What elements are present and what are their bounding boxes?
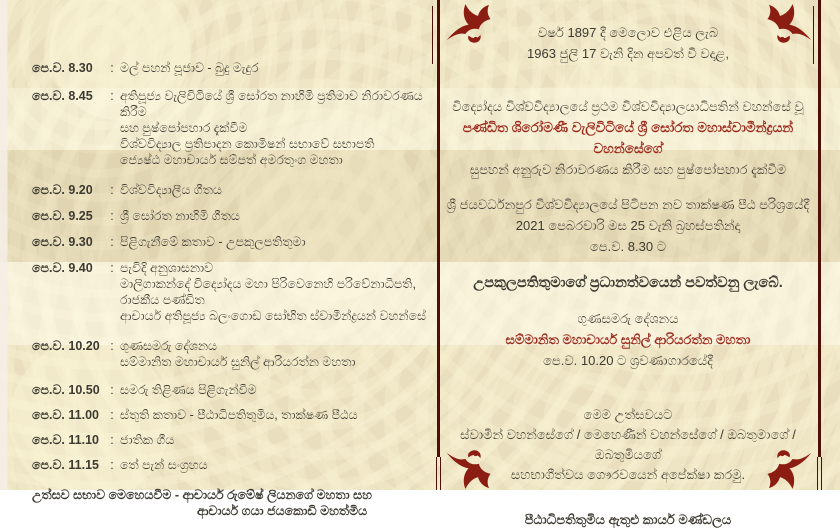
schedule-row xyxy=(32,60,432,76)
schedule-time: පෙ.ව. 10.20 xyxy=(32,339,100,353)
venue-line: ශ්‍රී ජයවර්ධනපුර විශ්වවිද්‍යාලයේ පිටිපන නව තාක්ෂණ පීඨ පරිශ්‍රයේදී xyxy=(446,197,810,212)
schedule-row xyxy=(32,432,432,448)
honoree-intro-line: විද්‍යෝදය විශ්වවිද්‍යාලයේ ප්‍රථම විශ්වවිද්‍යාලයාධිපතින් වහන්සේ වූ xyxy=(452,99,804,114)
panel-rule-accent-left xyxy=(432,6,433,64)
schedule-colon: : xyxy=(110,408,114,422)
schedule-row xyxy=(32,382,432,398)
schedule-colon: : xyxy=(110,339,114,353)
lecture-time-venue: පෙ.ව. 10.20 ට ශ්‍රවණාගාරයේදී xyxy=(543,353,713,368)
schedule-colon: : xyxy=(110,209,114,223)
panel-rule-tail xyxy=(817,457,818,490)
demise-line: 1963 ජුලි 17 වැනි දින අපවත් වී වදාළ, xyxy=(527,46,729,61)
schedule-colon: : xyxy=(110,458,114,472)
signature-line: පීඨාධිපතිතුමිය ඇතුළු කාර්ය මණ්ඩලය xyxy=(524,512,732,527)
panel-rule-tail xyxy=(821,457,822,490)
schedule-time: පෙ.ව. 9.30 xyxy=(32,235,93,249)
panel-rule-tail xyxy=(436,457,437,490)
schedule-item: ජ්‍යෙෂ්ඨ මහාචාර්ය සම්පත් අමරතුංග මහතා xyxy=(120,153,343,167)
birth-line: වර්ෂ 1897 දී මෙලොව එළිය ලැබ xyxy=(537,25,719,40)
schedule-time: පෙ.ව. 8.45 xyxy=(32,89,93,103)
schedule-row xyxy=(32,234,432,250)
schedule-colon: : xyxy=(110,61,114,75)
schedule-colon: : xyxy=(110,235,114,249)
schedule-time: පෙ.ව. 8.30 xyxy=(32,61,93,75)
schedule-time: පෙ.ව. 9.40 xyxy=(32,261,93,275)
schedule-colon: : xyxy=(110,261,114,275)
schedule-item: සහ පුෂ්පෝපහාර දැක්වීම xyxy=(120,121,248,135)
schedule-item: මාලිගාකන්දේ විද්‍යෝදය මහා පිරිවෙනෙහි පරිවේනාධිපති, රාජකීය පණ්ඩිත xyxy=(120,277,416,307)
schedule-item: අතිපූජ්‍ය වැලිවිටියේ ශ්‍රී සෝරත නාහිමි ප්‍රතිමාව නිරාවරණය කිරීම xyxy=(120,89,423,119)
schedule-time: පෙ.ව. 9.25 xyxy=(32,209,93,223)
programme-panel xyxy=(32,60,432,519)
schedule-time: පෙ.ව. 11.15 xyxy=(32,458,99,472)
compere-note xyxy=(32,487,432,519)
schedule-item: ශ්‍රී සෝරත නාහිමි ගීතය xyxy=(120,209,240,223)
schedule-item: තේ පැන් සංග්‍රහය xyxy=(120,458,208,472)
lecture-speaker: සම්මානිත මහාචාර්ය සුනිල් ආරියරත්න මහතා xyxy=(505,332,751,347)
schedule-item: ආචාර්ය අතිපූජ්‍ය බලංගොඩ සෝභිත ස්වාමීන්ද්‍රයන් වහන්සේ xyxy=(120,309,426,323)
schedule-item: ගුණසමරු දේශනය xyxy=(120,339,218,353)
memorial-lecture-block xyxy=(440,308,816,371)
schedule-time: පෙ.ව. 9.20 xyxy=(32,183,93,197)
schedule-time: පෙ.ව. 11.10 xyxy=(32,433,99,447)
schedule-item: සම්මානිත මහාචාර්ය සුනිල් ආරියරත්න මහතා xyxy=(120,355,356,369)
leaf-flourish-icon xyxy=(765,448,817,492)
schedule-item: පිළිගැනීමේ කතාව - උපකුලපතිතුමා xyxy=(120,235,306,249)
schedule-item: සමරු තිළිණය පිළිගැන්වීම xyxy=(120,383,257,397)
schedule-colon: : xyxy=(110,183,114,197)
leaf-flourish-icon xyxy=(765,1,817,45)
schedule-row xyxy=(32,457,432,473)
lecture-title: ගුණසමරු දේශනය xyxy=(577,311,679,326)
panel-rule-left xyxy=(437,0,440,457)
request-line: සහභාගීත්වය ගෞරවයෙන් අපේක්ෂා කරමු. xyxy=(510,467,746,482)
venue-block xyxy=(440,194,816,257)
schedule-colon: : xyxy=(110,89,114,103)
schedule-item: මල් පහන් පූජාව - බුදු මැදුර xyxy=(120,61,259,75)
schedule-row xyxy=(32,260,432,324)
schedule-time: පෙ.ව. 11.00 xyxy=(32,408,99,422)
schedule-item: විශ්වවිද්‍යාල ප්‍රතිපාදන කොමිෂන් සභාවේ සභාපති xyxy=(120,137,375,151)
panel-rule-right xyxy=(818,0,821,457)
participation-request xyxy=(440,405,816,485)
leaf-flourish-icon xyxy=(441,448,493,492)
honoree-block xyxy=(440,96,816,180)
chief-guest-line: උපකුලපතිතුමාගේ ප්‍රධානත්වයෙන් පවත්වනු ලැබේ. xyxy=(473,275,783,291)
schedule-item: ජාතික ගීය xyxy=(120,433,175,447)
time-line: පෙ.ව. 8.30 ට xyxy=(589,239,667,254)
schedule-colon: : xyxy=(110,383,114,397)
compere-line: උත්සව සභාව මෙහෙයවීම - ආචාර්ය රුමේෂ් ලියනගේ මහතා සහ xyxy=(32,488,372,502)
compere-line: ආචාර්ය ගයා ජයකොඩි මහත්මිය xyxy=(197,504,368,518)
request-line: ස්වාමීන් වහන්සේගේ / මෙහෙණීන් වහන්සේගේ / ඔබතුමාගේ / ඔබතුමියගේ xyxy=(460,427,796,462)
schedule-item: ස්තුති කතාව - පීඨාධිපතිතුමිය, තාක්ෂණ පීඨය xyxy=(120,408,358,422)
schedule-row xyxy=(32,338,432,370)
leaf-flourish-icon xyxy=(441,1,493,45)
schedule-time: පෙ.ව. 10.50 xyxy=(32,383,100,397)
schedule-row xyxy=(32,88,432,168)
schedule-item: පැවිදි අනුශාසනාව xyxy=(120,261,214,275)
request-line: මෙම උත්සවයට xyxy=(583,407,673,422)
date-line: 2021 පෙබරවාරි මස 25 වැනි බ්‍රහස්පතින්දා xyxy=(515,218,741,233)
honoree-name: පණ්ඩිත ශිරෝමණී වැලිවිටියේ ශ්‍රී සෝරත මහාස්වාමීන්ද්‍රයන් වහන්සේගේ xyxy=(462,120,794,156)
schedule-colon: : xyxy=(110,433,114,447)
schedule-row xyxy=(32,407,432,423)
honoree-dates xyxy=(440,22,816,64)
schedule-row xyxy=(32,182,432,198)
invitation-panel xyxy=(440,0,816,530)
schedule-row xyxy=(32,208,432,224)
schedule-item: විශ්වවිද්‍යාලීය ගීතය xyxy=(120,183,222,197)
honoree-event-line: සුපහන් අනුරුව නිරාවරණය කිරීම සහ පුෂ්පෝපහාර දැක්වීම xyxy=(469,162,787,177)
